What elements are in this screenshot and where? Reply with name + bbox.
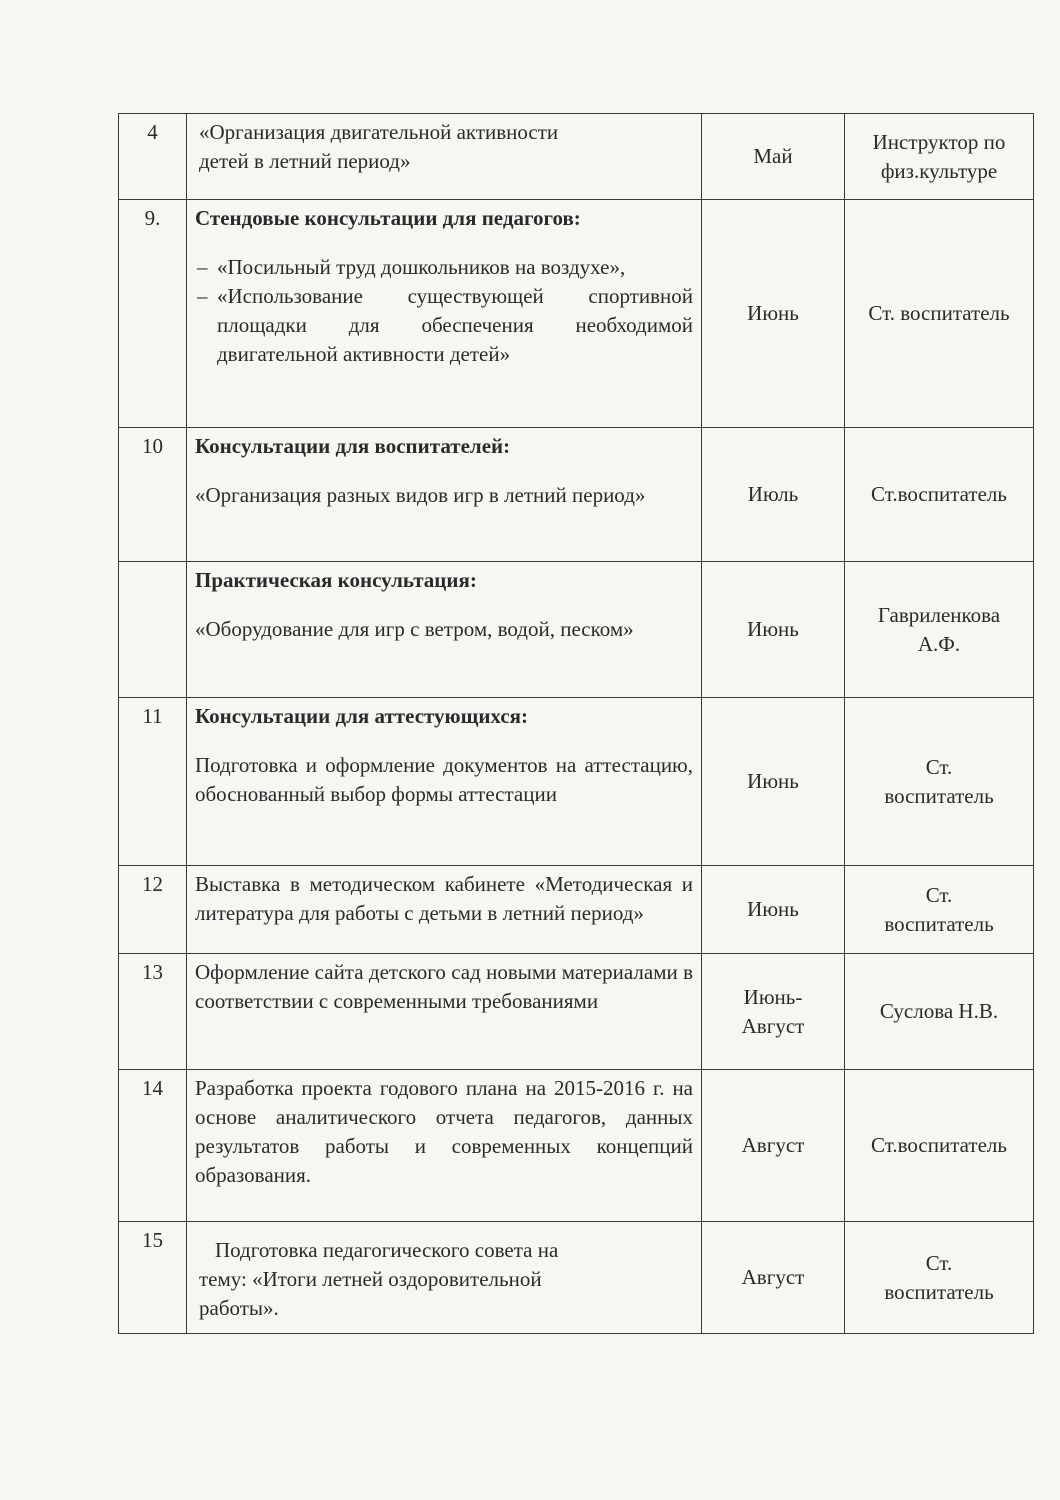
date-cell xyxy=(702,954,845,1070)
responsible-cell xyxy=(845,698,1034,866)
event-line: тему: «Итоги летней оздоровительной xyxy=(199,1267,542,1291)
responsible-line: Ст. xyxy=(925,882,953,907)
event-cell xyxy=(187,200,702,428)
responsible-cell: Ст.воспитатель xyxy=(845,1070,1034,1222)
row-number xyxy=(119,562,187,698)
event-cell xyxy=(187,114,702,200)
date-cell: Май xyxy=(702,114,845,200)
date-cell: Июнь xyxy=(702,200,845,428)
event-cell xyxy=(187,1222,702,1334)
row-number: 10 xyxy=(119,428,187,562)
table-row xyxy=(119,954,1034,1070)
event-text: «Организация разных видов игр в летний период» xyxy=(195,483,646,507)
responsible-cell xyxy=(845,866,1034,954)
event-text: Оформление сайта детского сад новыми материалами в соответствии с современными требованиями xyxy=(187,954,702,1070)
row-number: 13 xyxy=(119,954,187,1070)
table-row xyxy=(119,866,1034,954)
consultation-list xyxy=(195,253,693,369)
responsible-cell: Ст. воспитатель xyxy=(845,200,1034,428)
row-number: 12 xyxy=(119,866,187,954)
date-cell: Август xyxy=(702,1070,845,1222)
responsible-line: физ.культуре xyxy=(880,158,998,183)
date-cell: Июль xyxy=(702,428,845,562)
event-line: работы». xyxy=(199,1296,279,1320)
row-number: 14 xyxy=(119,1070,187,1222)
responsible-line: Гавриленкова xyxy=(877,602,1001,627)
responsible-line: Ст. xyxy=(925,1250,953,1275)
responsible-line: воспитатель xyxy=(884,911,994,936)
responsible-line: Инструктор по xyxy=(872,129,1006,154)
event-cell xyxy=(187,428,702,562)
event-text: Разработка проекта годового плана на 2015-2016 г. на основе аналитического отчета педагогов, данных результатов работы и современных концепций образования. xyxy=(187,1070,702,1222)
row-number: 11 xyxy=(119,698,187,866)
date-cell: Июнь xyxy=(702,698,845,866)
table-row xyxy=(119,1070,1034,1222)
section-heading: Практическая консультация: xyxy=(195,568,477,592)
responsible-cell xyxy=(845,1222,1034,1334)
responsible-line: Ст. xyxy=(925,754,953,779)
row-number: 4 xyxy=(119,114,187,200)
row-number: 15 xyxy=(119,1222,187,1334)
responsible-line: А.Ф. xyxy=(917,631,961,656)
list-item: – «Использование существующей спортивной площадки для обеспечения необходимой двигательной активности детей» xyxy=(217,282,693,369)
list-item: – «Посильный труд дошкольников на воздухе», xyxy=(217,253,693,282)
date-line: Август xyxy=(741,1013,805,1038)
responsible-cell: Ст.воспитатель xyxy=(845,428,1034,562)
table-row xyxy=(119,698,1034,866)
section-heading: Консультации для воспитателей: xyxy=(195,434,511,458)
date-cell: Август xyxy=(702,1222,845,1334)
row-number: 9. xyxy=(119,200,187,428)
responsible-line: воспитатель xyxy=(884,783,994,808)
annual-plan-table xyxy=(118,113,1034,1334)
event-text: «Оборудование для игр с ветром, водой, песком» xyxy=(195,617,634,641)
table-row xyxy=(119,114,1034,200)
event-cell xyxy=(187,562,702,698)
section-heading: Стендовые консультации для педагогов: xyxy=(195,206,581,230)
table-row xyxy=(119,200,1034,428)
table-row xyxy=(119,428,1034,562)
section-heading: Консультации для аттестующихся: xyxy=(195,704,528,728)
responsible-cell xyxy=(845,114,1034,200)
date-cell: Июнь xyxy=(702,866,845,954)
responsible-cell: Суслова Н.В. xyxy=(845,954,1034,1070)
date-cell: Июнь xyxy=(702,562,845,698)
event-line: «Организация двигательной активности xyxy=(199,120,559,144)
date-line: Июнь- xyxy=(743,984,803,1009)
event-line: детей в летний период» xyxy=(199,149,411,173)
table-row xyxy=(119,562,1034,698)
event-text: Выставка в методическом кабинете «Методическая и литература для работы с детьми в летний период» xyxy=(187,866,702,954)
responsible-line: воспитатель xyxy=(884,1279,994,1304)
table-row xyxy=(119,1222,1034,1334)
responsible-cell xyxy=(845,562,1034,698)
event-line: Подготовка педагогического совета на xyxy=(215,1238,559,1262)
event-text: Подготовка и оформление документов на аттестацию, обоснованный выбор формы аттестации xyxy=(195,753,693,806)
event-cell xyxy=(187,698,702,866)
